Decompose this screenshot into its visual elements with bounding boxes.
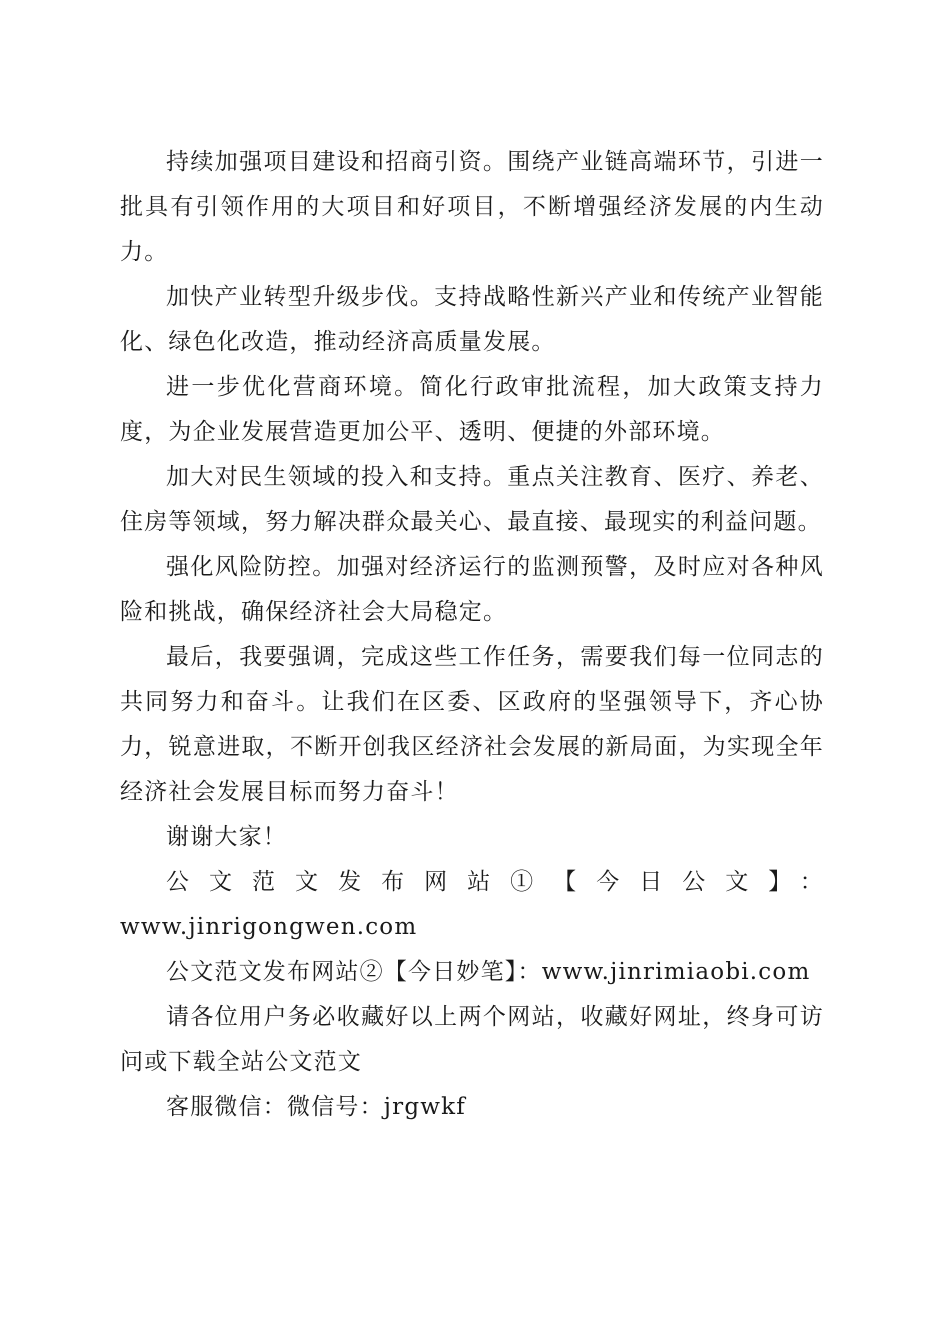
paragraph-business-environment: 进一步优化营商环境。简化行政审批流程，加大政策支持力度，为企业发展营造更加公平、透明、便捷的外部环境。 (120, 374, 824, 445)
paragraph-risk-control: 强化风险防控。加强对经济运行的监测预警，及时应对各种风险和挑战，确保经济社会大局稳定。 (120, 554, 824, 625)
document-body (120, 140, 824, 1130)
customer-service-wechat: 客服微信：微信号：jrgwkf (166, 1094, 466, 1120)
paragraph-industrial-upgrade: 加快产业转型升级步伐。支持战略性新兴产业和传统产业智能化、绿色化改造，推动经济高质量发展。 (120, 284, 824, 355)
site2-line: 公文范文发布网站②【今日妙笔】：www.jinrimiaobi.com (166, 959, 811, 985)
bookmark-notice: 请各位用户务必收藏好以上两个网站，收藏好网址，终身可访问或下载全站公文范文 (120, 1004, 824, 1075)
site1-label: 公文范文发布网站①【今日公文】： (166, 869, 824, 895)
paragraph-project-investment: 持续加强项目建设和招商引资。围绕产业链高端环节，引进一批具有引领作用的大项目和好项目，不断增强经济发展的内生动力。 (120, 149, 824, 265)
paragraph-livelihood: 加大对民生领域的投入和支持。重点关注教育、医疗、养老、住房等领域，努力解决群众最关心、最直接、最现实的利益问题。 (120, 464, 824, 535)
paragraph-closing: 最后，我要强调，完成这些工作任务，需要我们每一位同志的共同努力和奋斗。让我们在区委、区政府的坚强领导下，齐心协力，锐意进取，不断开创我区经济社会发展的新局面，为实现全年经济社会发展目标而努力奋斗！ (120, 644, 824, 805)
site1-url-link[interactable]: www.jinrigongwen.com (120, 914, 418, 940)
paragraph-thanks: 谢谢大家！ (166, 824, 287, 850)
